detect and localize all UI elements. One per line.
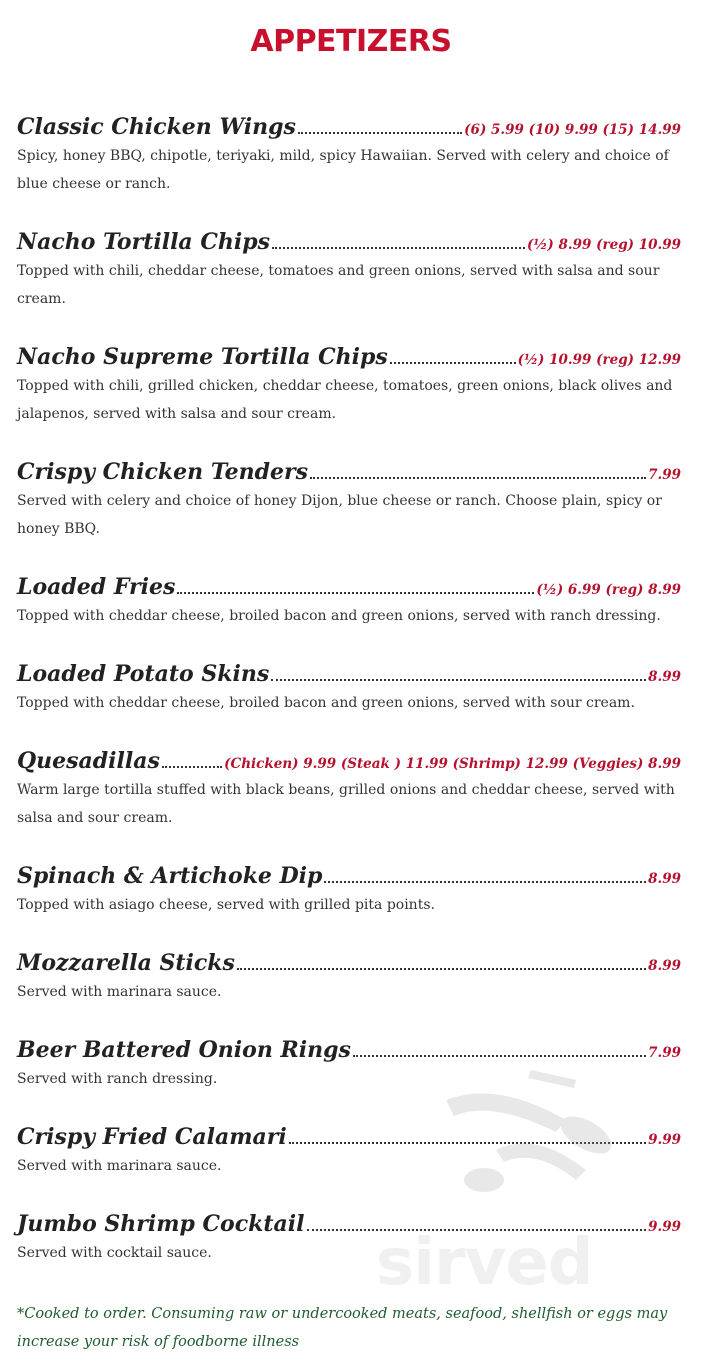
item-description: Topped with cheddar cheese, broiled bacon and green onions, served with ranch dressing. bbox=[17, 608, 661, 624]
food-safety-notice: *Cooked to order. Consuming raw or undercooked meats, seafood, shellfish or eggs may increase your risk of foodborne illness bbox=[17, 1306, 668, 1350]
item-name: Crispy Chicken Tenders bbox=[17, 459, 309, 485]
item-name: Jumbo Shrimp Cocktail bbox=[17, 1211, 305, 1237]
item-name: Classic Chicken Wings bbox=[17, 114, 296, 140]
item-price: 9.99 bbox=[648, 1219, 681, 1235]
item-price: 8.99 bbox=[648, 871, 681, 887]
leader-dots bbox=[271, 679, 646, 681]
item-price: (Chicken) 9.99 (Steak ) 11.99 (Shrimp) 12.99 (Veggies) 8.99 bbox=[224, 756, 681, 772]
leader-dots bbox=[310, 477, 646, 479]
item-description: Warm large tortilla stuffed with black beans, grilled onions and cheddar cheese, served with salsa and sour cream. bbox=[17, 782, 675, 826]
item-name: Quesadillas bbox=[17, 748, 160, 774]
item-name: Loaded Potato Skins bbox=[17, 661, 270, 687]
item-description: Served with marinara sauce. bbox=[17, 1158, 222, 1174]
item-price: 9.99 bbox=[648, 1132, 681, 1148]
item-price: 7.99 bbox=[648, 467, 681, 483]
menu-item-quesadillas bbox=[17, 748, 681, 832]
item-price: (6) 5.99 (10) 9.99 (15) 14.99 bbox=[464, 122, 681, 138]
item-name: Crispy Fried Calamari bbox=[17, 1124, 287, 1150]
leader-dots bbox=[353, 1055, 646, 1057]
menu-item-loaded-potato-skins bbox=[17, 661, 681, 717]
item-description: Served with celery and choice of honey Dijon, blue cheese or ranch. Choose plain, spicy or honey BBQ. bbox=[17, 493, 662, 537]
item-name: Beer Battered Onion Rings bbox=[17, 1037, 351, 1063]
leader-dots bbox=[272, 247, 525, 249]
item-name: Nacho Supreme Tortilla Chips bbox=[17, 344, 388, 370]
leader-dots bbox=[237, 968, 646, 970]
menu-item-crispy-fried-calamari bbox=[17, 1124, 681, 1180]
item-name: Spinach & Artichoke Dip bbox=[17, 863, 323, 889]
item-price: 8.99 bbox=[648, 669, 681, 685]
leader-dots bbox=[390, 362, 516, 364]
menu-item-beer-battered-onion-rings bbox=[17, 1037, 681, 1093]
item-name: Nacho Tortilla Chips bbox=[17, 229, 270, 255]
item-description: Topped with chili, grilled chicken, cheddar cheese, tomatoes, green onions, black olives and jalapenos, served with salsa and sour cream. bbox=[17, 378, 673, 422]
watermark-text: sirved bbox=[376, 1226, 593, 1300]
item-name: Mozzarella Sticks bbox=[17, 950, 235, 976]
item-price: (½) 6.99 (reg) 8.99 bbox=[536, 582, 681, 598]
item-description: Topped with asiago cheese, served with grilled pita points. bbox=[17, 897, 435, 913]
leader-dots bbox=[162, 766, 222, 768]
leader-dots bbox=[307, 1229, 647, 1231]
item-description: Served with marinara sauce. bbox=[17, 984, 222, 1000]
item-description: Spicy, honey BBQ, chipotle, teriyaki, mild, spicy Hawaiian. Served with celery and choice of blue cheese or ranch. bbox=[17, 148, 669, 192]
item-description: Topped with chili, cheddar cheese, tomatoes and green onions, served with salsa and sour cream. bbox=[17, 263, 660, 307]
item-price: (½) 8.99 (reg) 10.99 bbox=[526, 237, 681, 253]
menu-item-spinach-artichoke-dip bbox=[17, 863, 681, 919]
item-price: 7.99 bbox=[648, 1045, 681, 1061]
menu-item-nacho-tortilla-chips bbox=[17, 229, 681, 313]
item-price: 8.99 bbox=[648, 958, 681, 974]
menu-item-nacho-supreme-tortilla-chips bbox=[17, 344, 681, 428]
menu-item-loaded-fries bbox=[17, 574, 681, 630]
menu-item-classic-chicken-wings bbox=[17, 114, 681, 198]
leader-dots bbox=[324, 881, 646, 883]
item-description: Served with ranch dressing. bbox=[17, 1071, 218, 1087]
item-description: Topped with cheddar cheese, broiled bacon and green onions, served with sour cream. bbox=[17, 695, 635, 711]
menu-item-crispy-chicken-tenders bbox=[17, 459, 681, 543]
menu-item-jumbo-shrimp-cocktail bbox=[17, 1211, 681, 1267]
item-price: (½) 10.99 (reg) 12.99 bbox=[517, 352, 681, 368]
leader-dots bbox=[298, 132, 462, 134]
page-title: APPETIZERS bbox=[250, 24, 452, 59]
item-description: Served with cocktail sauce. bbox=[17, 1245, 212, 1261]
menu-item-mozzarella-sticks bbox=[17, 950, 681, 1006]
leader-dots bbox=[177, 592, 534, 594]
leader-dots bbox=[289, 1142, 646, 1144]
item-name: Loaded Fries bbox=[17, 574, 176, 600]
